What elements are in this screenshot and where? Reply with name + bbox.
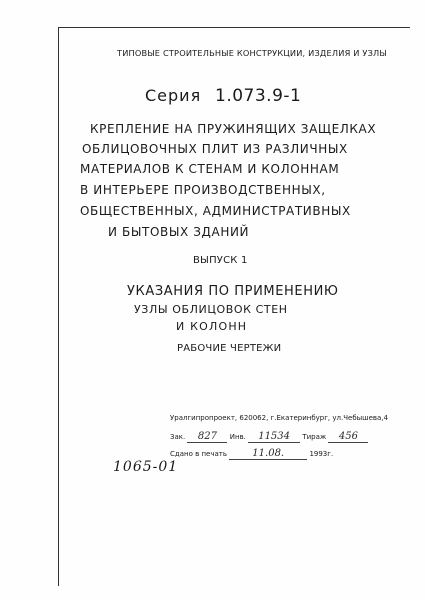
issue-label: ВЫПУСК 1 (193, 255, 248, 266)
drawings-label: РАБОЧИЕ ЧЕРТЕЖИ (177, 343, 282, 354)
header-text: ТИПОВЫЕ СТРОИТЕЛЬНЫЕ КОНСТРУКЦИИ, ИЗДЕЛИЯ И УЗЛЫ (117, 48, 387, 58)
title-line-2: ОБЛИЦОВОЧНЫХ ПЛИТ ИЗ РАЗЛИЧНЫХ (82, 142, 348, 156)
publisher-line: Уралгипропроект, 620062, г.Екатеринбург, ул.Чебышева,4 (170, 414, 388, 422)
series-row (145, 86, 345, 106)
inv-label: Инв. (229, 433, 246, 441)
print-run-value: 456 (328, 431, 368, 443)
submitted-label: Сдано в печать (170, 450, 227, 458)
year-suffix: г. (327, 450, 334, 458)
title-line-6: И БЫТОВЫХ ЗДАНИЙ (108, 225, 250, 239)
subtitle-line-2: УЗЛЫ ОБЛИЦОВОК СТЕН (134, 303, 288, 316)
title-line-4: В ИНТЕРЬЕРЕ ПРОИЗВОДСТВЕННЫХ, (80, 183, 326, 197)
title-line-3: МАТЕРИАЛОВ К СТЕНАМ И КОЛОННАМ (80, 162, 340, 176)
print-run-label: Тираж (302, 433, 327, 441)
inv-value: 11534 (248, 431, 300, 443)
submitted-value: 11.08. (229, 448, 307, 460)
order-label: Зак. (170, 433, 186, 441)
series-label: Серия (145, 86, 202, 105)
order-line (170, 431, 368, 443)
document-code: 1065-01 (113, 459, 179, 475)
subtitle-line-3: И КОЛОНН (176, 320, 248, 333)
year-value: 1993 (309, 450, 328, 458)
title-line-1: КРЕПЛЕНИЕ НА ПРУЖИНЯЩИХ ЗАЩЕЛКАХ (90, 122, 377, 136)
series-number: 1.073.9-1 (215, 86, 302, 106)
subtitle-line-1: УКАЗАНИЯ ПО ПРИМЕНЕНИЮ (127, 284, 339, 299)
title-line-5: ОБЩЕСТВЕННЫХ, АДМИНИСТРАТИВНЫХ (80, 204, 351, 218)
submitted-line (170, 448, 333, 460)
order-value: 827 (187, 431, 227, 443)
